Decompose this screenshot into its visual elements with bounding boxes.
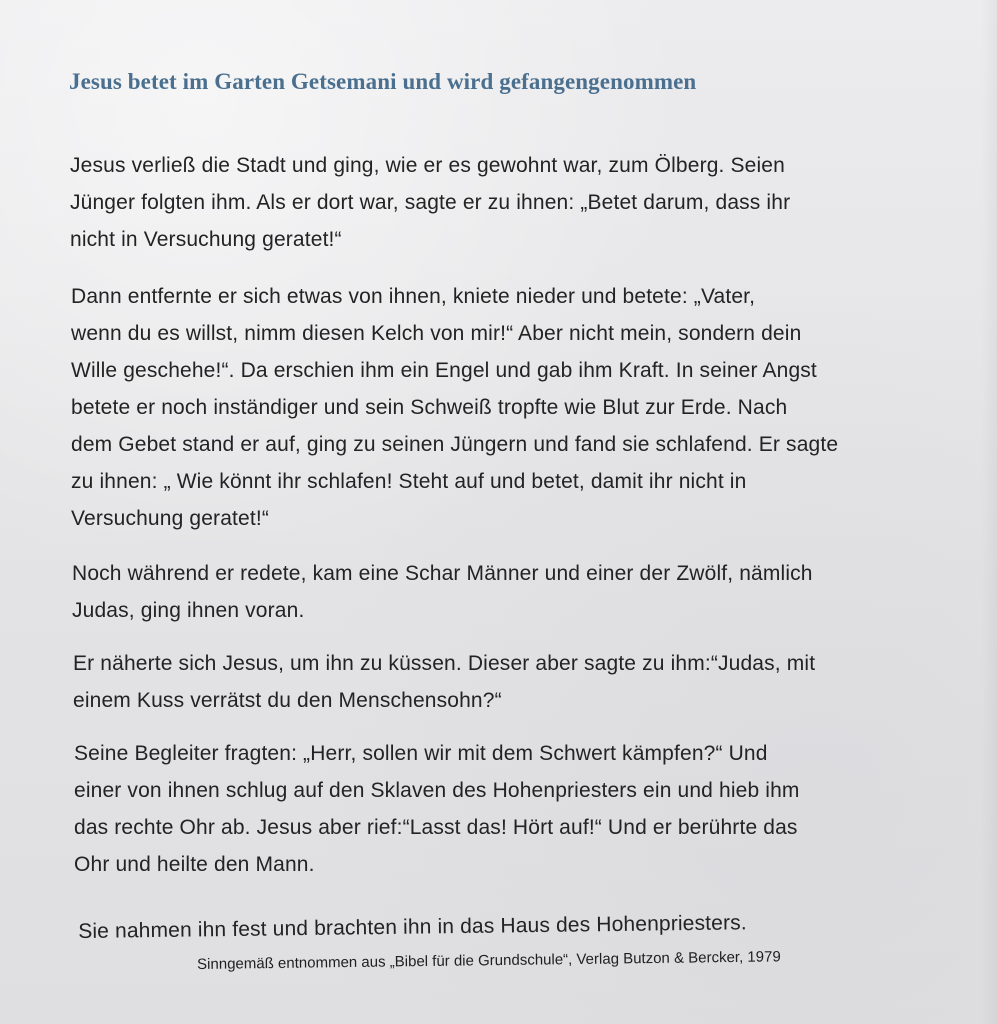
paragraph-5: [74, 735, 800, 883]
paragraph-2: [71, 278, 838, 537]
paragraph-1-line-2: Jünger folgten ihm. Als er dort war, sagte er zu ihnen: „Betet darum, dass ihr: [70, 191, 791, 214]
paragraph-5-line-2: einer von ihnen schlug auf den Sklaven des Hohenpriesters ein und hieb ihm: [74, 779, 800, 802]
paper-edge-shadow: [981, 0, 997, 1024]
paragraph-2-line-2: wenn du es willst, nimm diesen Kelch von mir!“ Aber nicht mein, sondern dein: [71, 322, 802, 345]
paragraph-2-line-6: zu ihnen: „ Wie könnt ihr schlafen! Steht auf und betet, damit ihr nicht in: [71, 470, 747, 493]
paragraph-1: [70, 147, 790, 258]
paragraph-3-line-1: Noch während er redete, kam eine Schar Männer und einer der Zwölf, nämlich: [72, 562, 813, 585]
paragraph-2-line-5: dem Gebet stand er auf, ging zu seinen Jüngern und fand sie schlafend. Er sagte: [71, 433, 839, 456]
paragraph-2-line-1: Dann entfernte er sich etwas von ihnen, kniete nieder und betete: „Vater,: [71, 285, 756, 308]
paragraph-4-line-1: Er näherte sich Jesus, um ihn zu küssen. Dieser aber sagte zu ihm:“Judas, mit: [73, 652, 816, 675]
paragraph-6-line-1: Sie nahmen ihn fest und brachten ihn in das Haus des Hohenpriesters.: [78, 911, 747, 943]
paragraph-5-line-4: Ohr und heilte den Mann.: [74, 853, 315, 876]
paragraph-4-line-2: einem Kuss verrätst du den Menschensohn?“: [73, 689, 502, 712]
paragraph-5-line-3: das rechte Ohr ab. Jesus aber rief:“Lasst das! Hört auf!“ Und er berührte das: [74, 816, 798, 839]
paragraph-6: [78, 904, 747, 950]
paragraph-3-line-2: Judas, ging ihnen voran.: [72, 599, 305, 622]
paragraph-4: [73, 645, 815, 719]
paragraph-2-line-3: Wille geschehe!“. Da erschien ihm ein Engel und gab ihm Kraft. In seiner Angst: [71, 359, 817, 382]
paragraph-2-line-7: Versuchung geratet!“: [71, 507, 269, 530]
document-title: Jesus betet im Garten Getsemani und wird gefangengenommen: [69, 69, 697, 94]
paragraph-5-line-1: Seine Begleiter fragten: „Herr, sollen wir mit dem Schwert kämpfen?“ Und: [74, 742, 768, 765]
source-note: Sinngemäß entnommen aus „Bibel für die Grundschule“, Verlag Butzon & Bercker, 1979: [197, 948, 781, 973]
paragraph-2-line-4: betete er noch inständiger und sein Schweiß tropfte wie Blut zur Erde. Nach: [71, 396, 788, 419]
paragraph-1-line-3: nicht in Versuchung geratet!“: [70, 228, 342, 251]
paragraph-1-line-1: Jesus verließ die Stadt und ging, wie er es gewohnt war, zum Ölberg. Seien: [70, 154, 785, 177]
paragraph-3: [72, 555, 813, 629]
